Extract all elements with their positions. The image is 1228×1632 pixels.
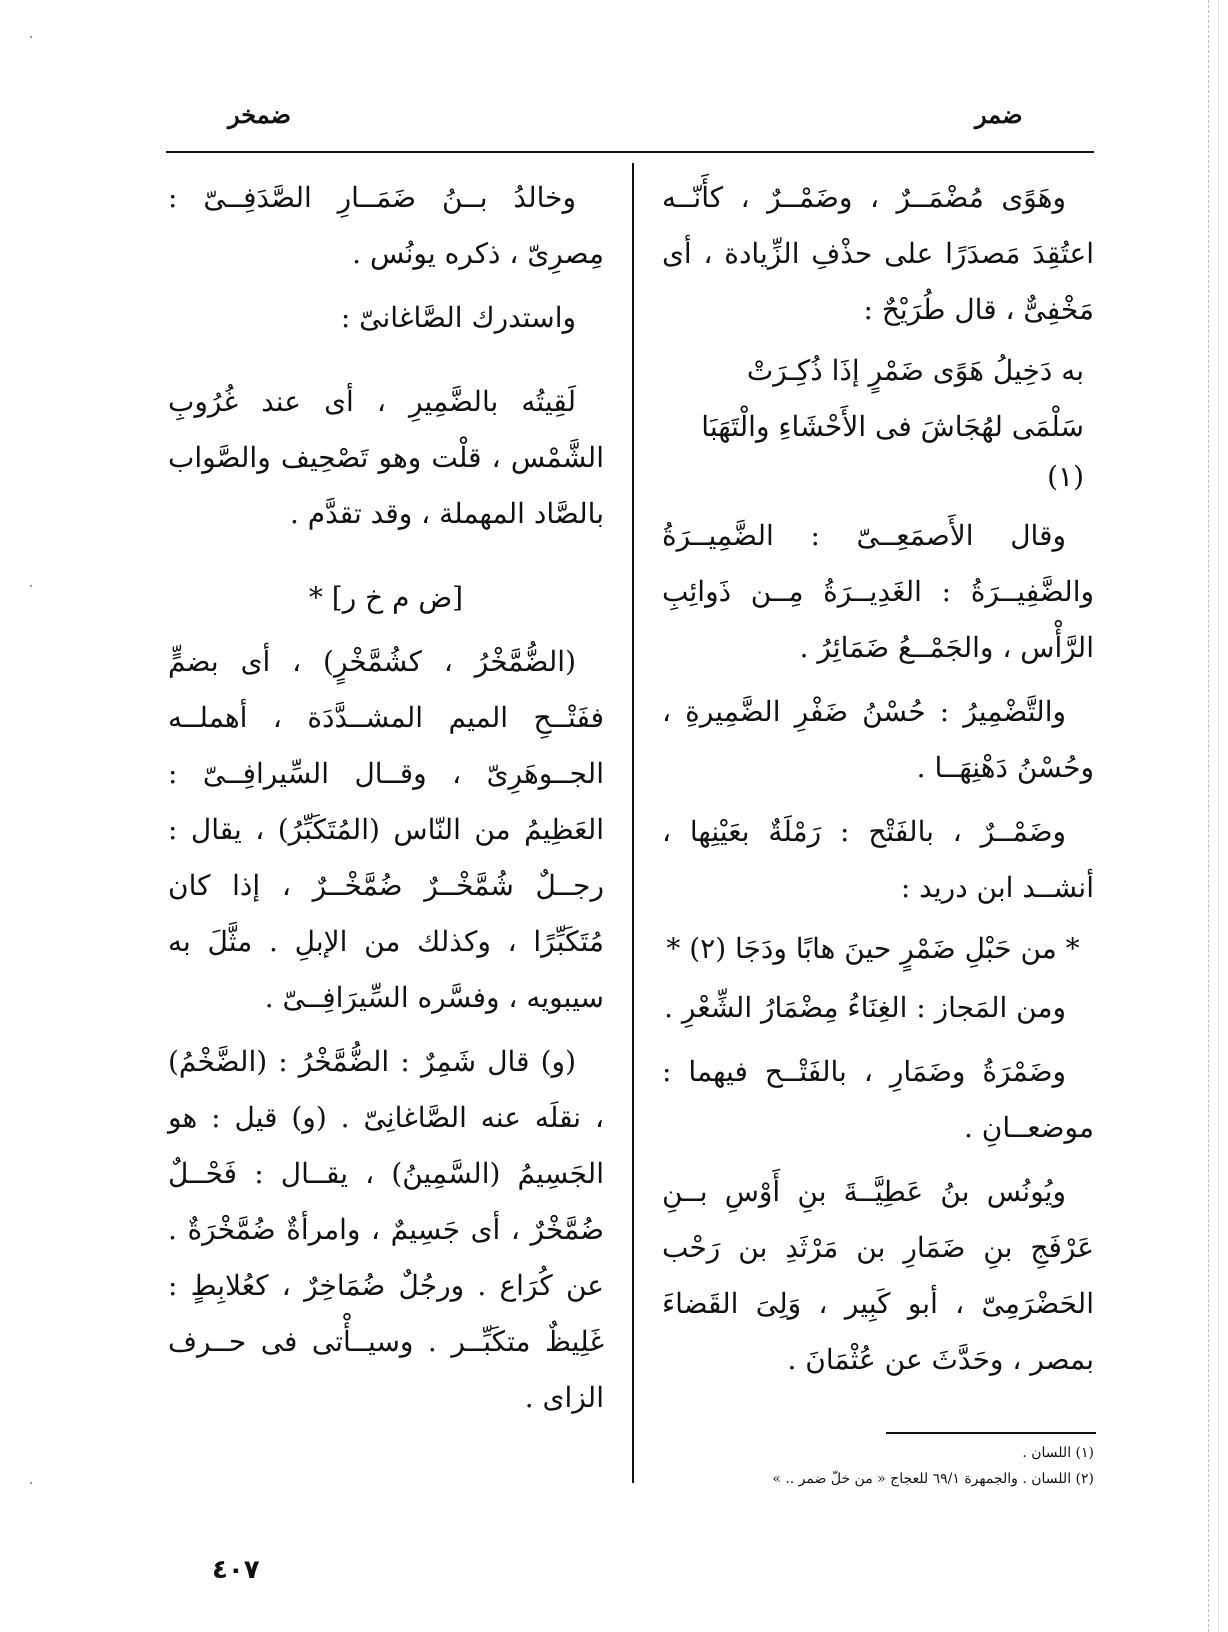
footnotes	[662, 1440, 1094, 1492]
scan-speck	[30, 585, 32, 587]
paragraph: ويُونُس بنُ عَطِيَّــةَ بنِ أَوْسِ بــنِ عَرْفَجِ بنِ ضَمَارِ بن مَرْثَدِ بن رَحْب الحَضْرَمِىّ ، أبو كَبِير ، وَلِىَ القَضاءَ بمصر ، وحَدَّثَ عن عُثْمَانَ .	[662, 1175, 1094, 1376]
spacer	[168, 354, 604, 374]
paragraph: (و) قال شَمِرٌ : الضُّمَّخْرُ : (الضَّخْمُ) ، نقلَه عنه الصَّاغانِىّ . (و) قيل : هو الجَسِيمُ (السَّمِينُ) ، يقــال : فَحْــلٌ ضُمَّخْرٌ ، أى جَسِيمٌ ، وامرأةٌ ضُمَّخْرَةٌ . عن كُرَاع . ورجُلٌ ضُمَاخِرٌ ، كعُلابِطٍ : غَلِيظٌ متكَبِّــر . وسيــأْتى فى حــرف الزاى .	[168, 1045, 604, 1414]
paragraph: وضَمْــرٌ ، بالفَتْح : رَمْلَةٌ بعَيْنِها ، أنشــد ابن دريد :	[662, 815, 1094, 904]
paragraph: واستدرك الصَّاغانىّ :	[340, 301, 576, 334]
header-root-left: ضمخر	[228, 100, 291, 129]
paragraph: والتَّضْمِيرُ : حُسْنُ ضَفْرِ الضَّمِيرةِ ، وحُسْنُ دَهْنِهَــا .	[662, 695, 1094, 784]
footnote-rule	[886, 1432, 1096, 1434]
header-root-right: ضمر	[975, 100, 1023, 129]
paragraph: وقال الأَصمَعِــىّ : الضَّمِيــرَةُ والضَّفِيــرَةُ : الغَدِيــرَةُ مِــن ذَوائِبِ الرَّأْس ، والجَمْــعُ ضَمَائِرُ .	[662, 519, 1094, 664]
entry-heading: [ض م خ ر] *	[308, 581, 464, 614]
verse-line: به دَخِيلُ هَوًى ضَمْرٍ إذَا ذُكِـرَتْ	[746, 354, 1084, 387]
paragraph: وهَوًى مُضْمَــرٌ ، وضَمْــرٌ ، كأَنّــه اعتُقِدَ مَصدَرًا على حذْفِ الزِّيادة ، أى مَخْفِىٌّ ، قال طُرَيْحٌ :	[662, 181, 1094, 326]
page-number: ٤٠٧	[212, 1555, 260, 1585]
binding-edge-line-outer	[1218, 0, 1219, 1632]
binding-edge-line	[1208, 0, 1209, 1632]
paragraph: ومن المَجاز : الغِنَاءُ مِضْمَارُ الشِّعْرِ .	[664, 991, 1066, 1024]
left-column	[168, 170, 604, 1434]
scan-speck	[30, 1482, 32, 1484]
footnote-2: (٢) اللسان . والجمهرة ٦٩/١ للعجاج « من خلّ ضمر .. »	[772, 1471, 1094, 1487]
footnote-1: (١) اللسان .	[1022, 1445, 1094, 1461]
column-divider	[632, 163, 634, 1483]
verse-line: * من حَبْلِ ضَمْرٍ حينَ هابًا ودَجَا (٢) *	[666, 932, 1080, 965]
header-rule	[166, 151, 1094, 153]
spacer	[168, 550, 604, 570]
paragraph: وضَمْرَةُ وضَمَارِ ، بالفَتْــح فيهما : موضعــانِ .	[662, 1055, 1094, 1144]
paragraph: لَقِيتُه بالضَّمِيرِ ، أى عند غُرُوبِ الشَّمْس ، قلْت وهو تَصْحِيف والصَّواب بالصَّاد المهملة ، وقد تقدَّم .	[168, 385, 604, 530]
paragraph: وخالدُ بــنُ ضَمَــارِ الصَّدَفِــىّ : مِصرِىّ ، ذكره يونُس .	[168, 181, 604, 270]
paragraph: (الضُّمَّخْرُ ، كشُمَّخْرٍ) ، أى بضمٍّ ففَتْــحِ الميم المشــدَّدَة ، أهملــه الجــوهَرِىّ ، وقــال السِّيرافِــىّ : العَظِيمُ من النّاس (المُتَكَبِّرُ) ، يقال : رجــلٌ شُمَّخْــرٌ ضُمَّخْــرٌ ، إذا كان مُتَكَبِّرًا ، وكذلك من الإبلِ . مثَّلَ به سيبويه ، وفسَّره السِّيرَافِــىّ .	[168, 645, 604, 1014]
right-column	[662, 170, 1094, 1396]
scan-speck	[30, 36, 32, 38]
verse-line: سَلْمَى لهُجَاشَ فى الأَحْشَاءِ والْتَهَبَا (١)	[701, 410, 1084, 493]
